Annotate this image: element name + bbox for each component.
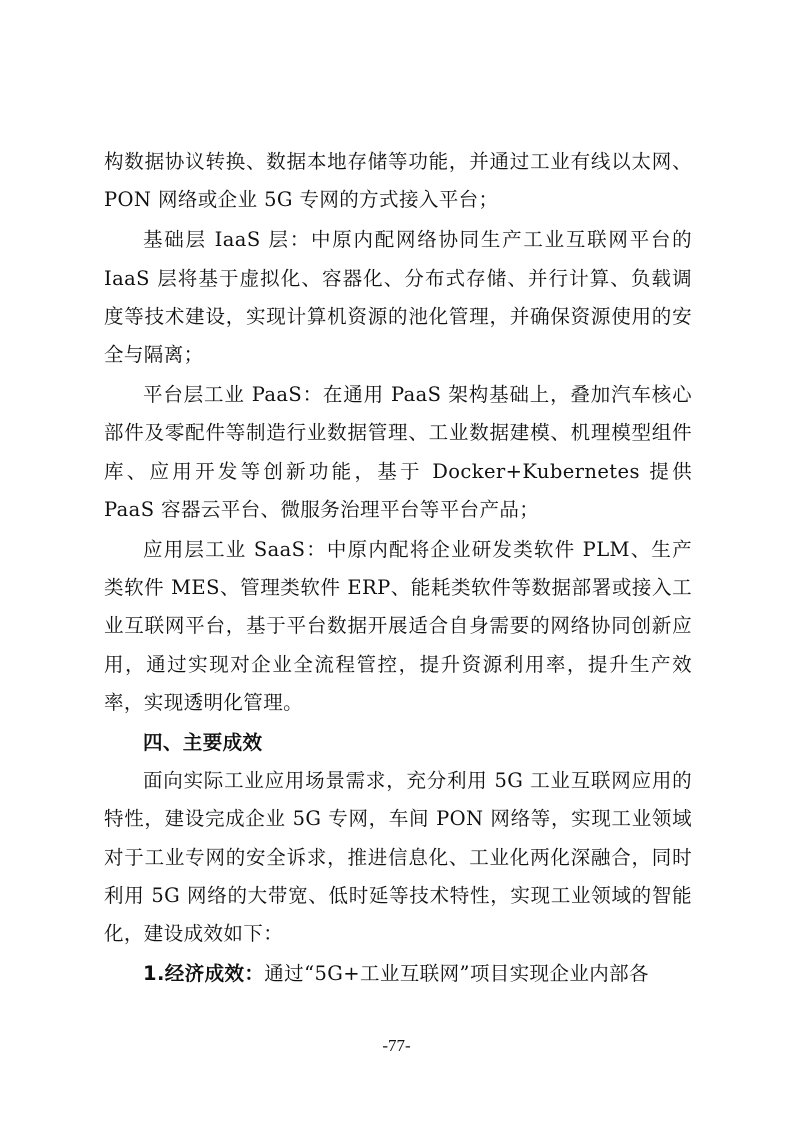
page-number: -77- [382, 1036, 411, 1055]
paragraph-economic-results [104, 955, 692, 993]
section-heading-main-results: 四、主要成效 [143, 731, 263, 755]
paragraph-continued: 构数据协议转换、数据本地存储等功能，并通过工业有线以太网、PON 网络或企业 5G 专网的方式接入平台； [104, 150, 692, 212]
document-body [104, 143, 692, 995]
economic-results-text: 通过“5G+工业互联网”项目实现企业内部各 [264, 962, 649, 986]
paragraph-paas-layer: 平台层工业 PaaS：在通用 PaaS 架构基础上，叠加汽车核心部件及零配件等制造行业数据管理、工业数据建模、机理模型组件库、应用开发等创新功能，基于 Docker+Kubernetes 提供 PaaS 容器云平台、微服务治理平台等平台产品； [104, 383, 692, 521]
paragraph-iaas-layer: 基础层 IaaS 层：中原内配网络协同生产工业互联网平台的 IaaS 层将基于虚拟化、容器化、分布式存储、并行计算、负载调度等技术建设，实现计算机资源的池化管理，并确保资源使用的安全与隔离； [104, 228, 692, 367]
paragraph-results-intro: 面向实际工业应用场景需求，充分利用 5G 工业互联网应用的特性，建设完成企业 5G 专网，车间 PON 网络等，实现工业领域对于工业专网的安全诉求，推进信息化、工业化两化深融合，同时利用 5G 网络的大带宽、低时延等技术特性，实现工业领域的智能化，建设成效如下： [104, 769, 692, 946]
paragraph-saas-layer: 应用层工业 SaaS：中原内配将企业研发类软件 PLM、生产类软件 MES、管理类软件 ERP、能耗类软件等数据部署或接入工业互联网平台，基于平台数据开展适合自身需要的网络协同创新应用，通过实现对企业全流程管控，提升资源利用率，提升生产效率，实现透明化管理。 [104, 538, 692, 714]
economic-results-label: 1.经济成效： [143, 962, 265, 986]
